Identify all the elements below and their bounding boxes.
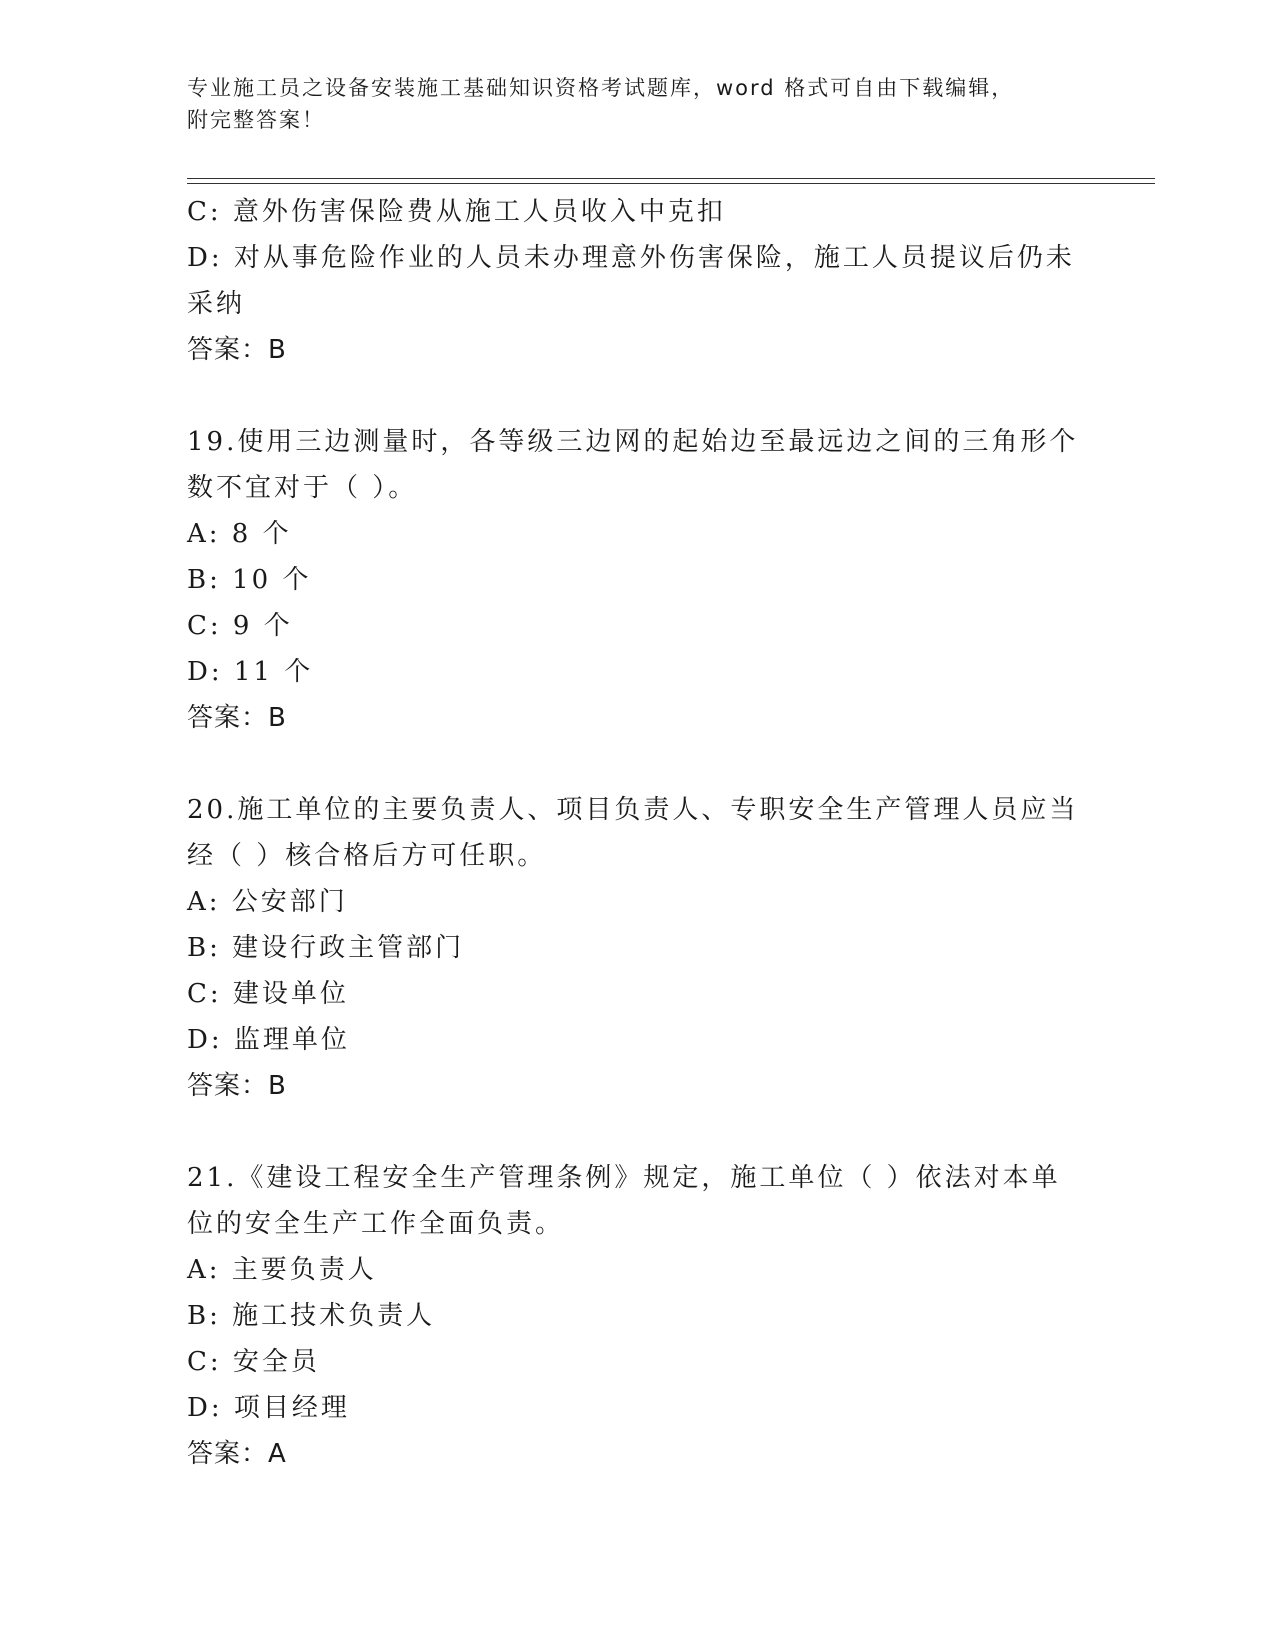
header-divider-bottom	[187, 183, 1155, 184]
question-content	[187, 189, 1087, 1477]
option-a: A: 8 个	[187, 519, 292, 549]
option-d-line-2: 采纳	[187, 289, 246, 319]
option-a: A: 主要负责人	[187, 1255, 377, 1285]
header-line-2: 附完整答案！	[187, 108, 325, 132]
header-line-1: 专业施工员之设备安装施工基础知识资格考试题库，word 格式可自由下载编辑，	[187, 76, 1015, 100]
question-stem-line-2: 数不宜对于（ ）。	[187, 473, 418, 503]
question-21	[187, 1155, 1087, 1477]
option-b: B: 施工技术负责人	[187, 1301, 436, 1331]
answer: 答案：B	[187, 335, 287, 365]
option-d-line-1: D: 对从事危险作业的人员未办理意外伤害保险，施工人员提议后仍未	[187, 243, 1075, 273]
option-c: C: 安全员	[187, 1347, 320, 1377]
answer: 答案：A	[187, 1439, 287, 1469]
option-b: B: 10 个	[187, 565, 312, 595]
option-c: C: 意外伤害保险费从施工人员收入中克扣	[187, 197, 726, 227]
option-c: C: 建设单位	[187, 979, 349, 1009]
option-a: A: 公安部门	[187, 887, 348, 917]
answer: 答案：B	[187, 703, 287, 733]
question-stem-line-2: 位的安全生产工作全面负责。	[187, 1209, 565, 1239]
question-stem-line-1: 20.施工单位的主要负责人、项目负责人、专职安全生产管理人员应当	[187, 795, 1079, 825]
option-d: D: 项目经理	[187, 1393, 350, 1423]
option-c: C: 9 个	[187, 611, 293, 641]
option-b: B: 建设行政主管部门	[187, 933, 465, 963]
question-stem-line-1: 19.使用三边测量时，各等级三边网的起始边至最远边之间的三角形个	[187, 427, 1079, 457]
document-header	[187, 72, 1087, 136]
option-d: D: 监理单位	[187, 1025, 350, 1055]
question-stem-line-2: 经（ ）核合格后方可任职。	[187, 841, 547, 871]
question-19	[187, 419, 1087, 741]
answer: 答案：B	[187, 1071, 287, 1101]
option-d: D: 11 个	[187, 657, 314, 687]
header-divider-top	[187, 178, 1155, 179]
question-stem-line-1: 21.《建设工程安全生产管理条例》规定，施工单位（ ）依法对本单	[187, 1163, 1061, 1193]
question-20	[187, 787, 1087, 1109]
previous-question-continuation	[187, 189, 1087, 373]
